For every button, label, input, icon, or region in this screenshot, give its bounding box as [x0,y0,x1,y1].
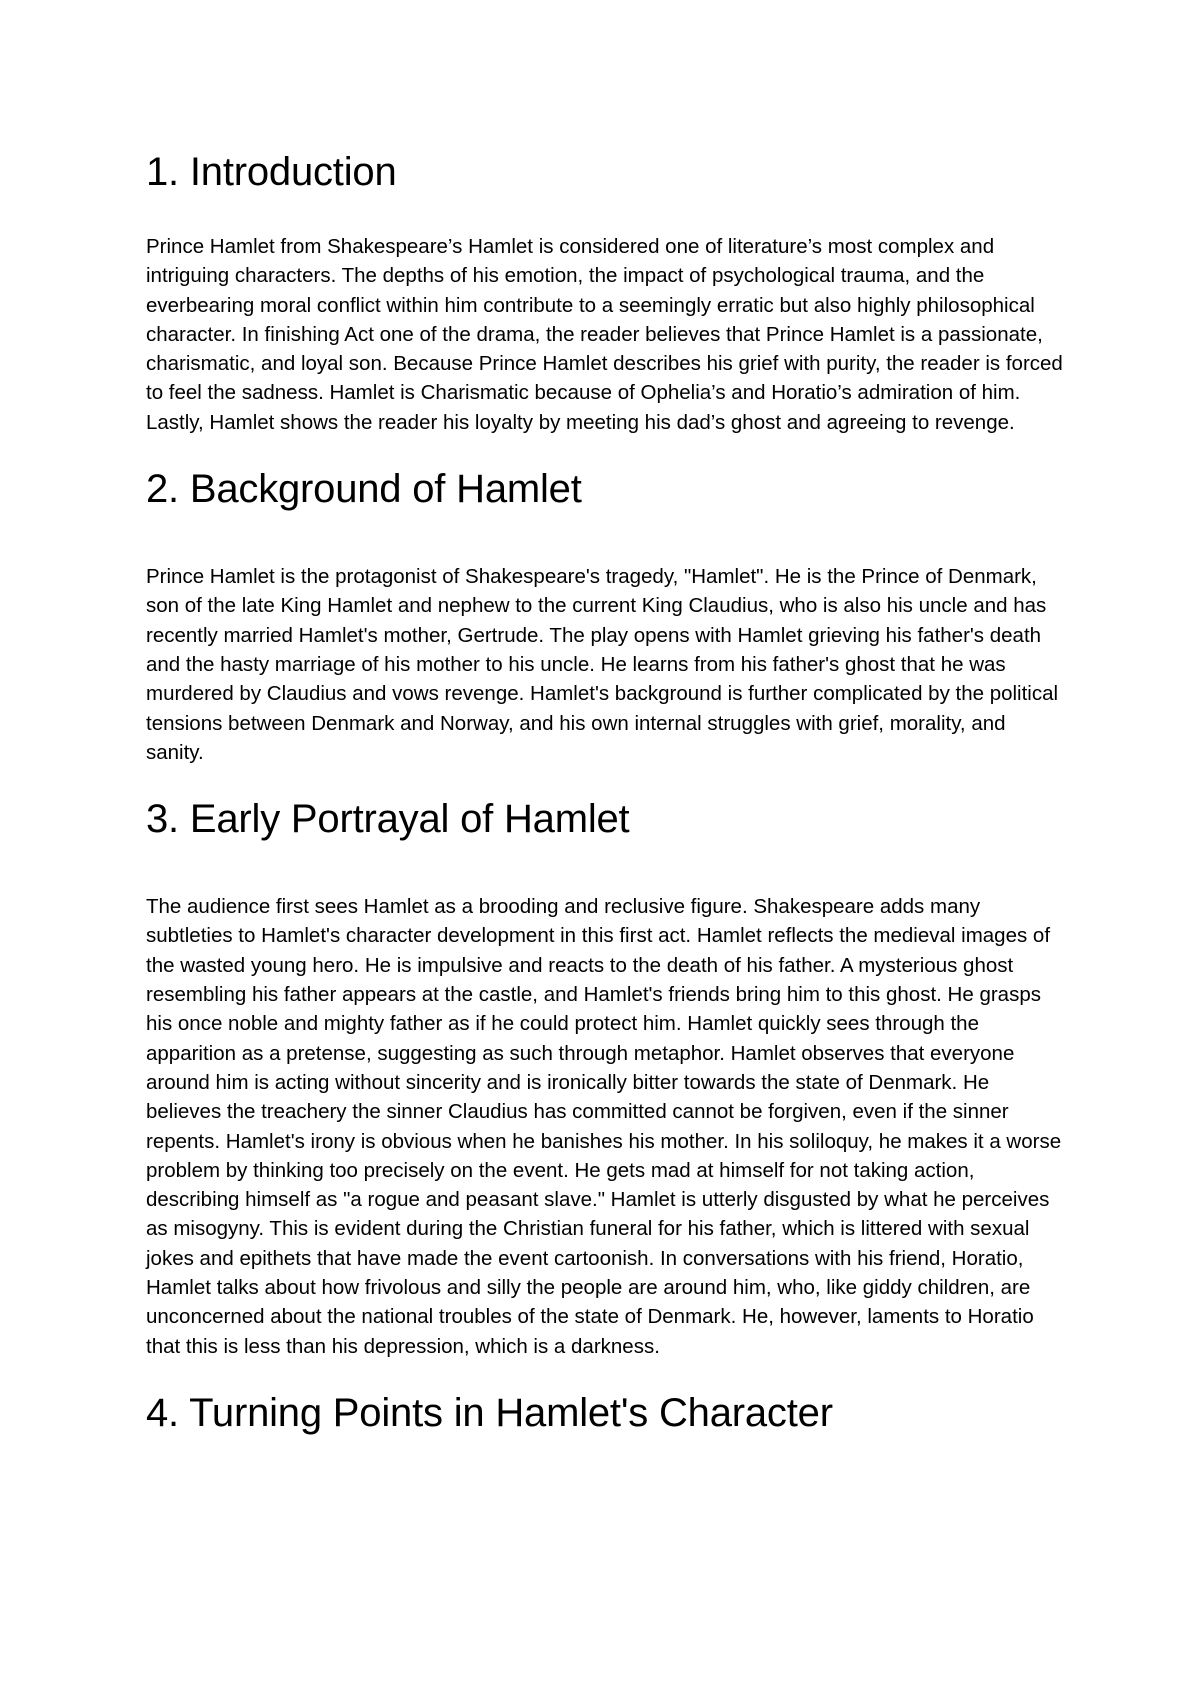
section-heading-introduction: 1. Introduction [146,150,397,194]
section-paragraph-background: Prince Hamlet is the protagonist of Shakespeare's tragedy, "Hamlet". He is the Prince of Denmark, son of the late King Hamlet and nephew to the current King Claudius, who is also his uncle and has recently married Hamlet's mother, Gertrude. The play opens with Hamlet grieving his father's death and the hasty marriage of his mother to his uncle. He learns from his father's ghost that he was murdered by Claudius and vows revenge. Hamlet's background is further complicated by the political tensions between Denmark and Norway, and his own internal struggles with grief, morality, and sanity. [146,565,1059,764]
section-heading-background: 2. Background of Hamlet [146,467,582,512]
section-paragraph-early-portrayal: The audience first sees Hamlet as a brooding and reclusive figure. Shakespeare adds many subtleties to Hamlet's character development in this first act. Hamlet reflects the medieval images of the wasted young hero. He is impulsive and reacts to the death of his father. A mysterious ghost resembling his father appears at the castle, and Hamlet's friends bring him to this ghost. He grasps his once noble and mighty father as if he could protect him. Hamlet quickly sees through the apparition as a pretense, suggesting as such through metaphor. Hamlet observes that everyone around him is acting without sincerity and is ironically bitter towards the state of Denmark. He believes the treachery the sinner Claudius has committed cannot be forgiven, even if the sinner repents. Hamlet's irony is obvious when he banishes his mother. In his soliloquy, he makes it a worse problem by thinking too precisely on the event. He gets mad at himself for not taking action, describing himself as "a rogue and peasant slave." Hamlet is utterly disgusted by what he perceives as misogyny. This is evident during the Christian funeral for his father, which is littered with sexual jokes and epithets that have made the event cartoonish. In conversations with his friend, Horatio, Hamlet talks about how frivolous and silly the people are around him, who, like giddy children, are unconcerned about the national troubles of the state of Denmark. He, however, laments to Horatio that this is less than his depression, which is a darkness. [146,895,1062,1358]
document-page [146,132,1066,1443]
section-paragraph-introduction: Prince Hamlet from Shakespeare’s Hamlet is considered one of literature’s most complex and intriguing characters. The depths of his emotion, the impact of psychological trauma, and the everbearing moral conflict within him contribute to a seemingly erratic but also highly philosophical character. In finishing Act one of the drama, the reader believes that Prince Hamlet is a passionate, charismatic, and loyal son. Because Prince Hamlet describes his grief with purity, the reader is forced to feel the sadness. Hamlet is Charismatic because of Ophelia’s and Horatio’s admiration of him. Lastly, Hamlet shows the reader his loyalty by meeting his dad’s ghost and agreeing to revenge. [146,235,1063,434]
section-heading-early-portrayal: 3. Early Portrayal of Hamlet [146,797,630,842]
section-heading-turning-points: 4. Turning Points in Hamlet's Character [146,1390,833,1435]
